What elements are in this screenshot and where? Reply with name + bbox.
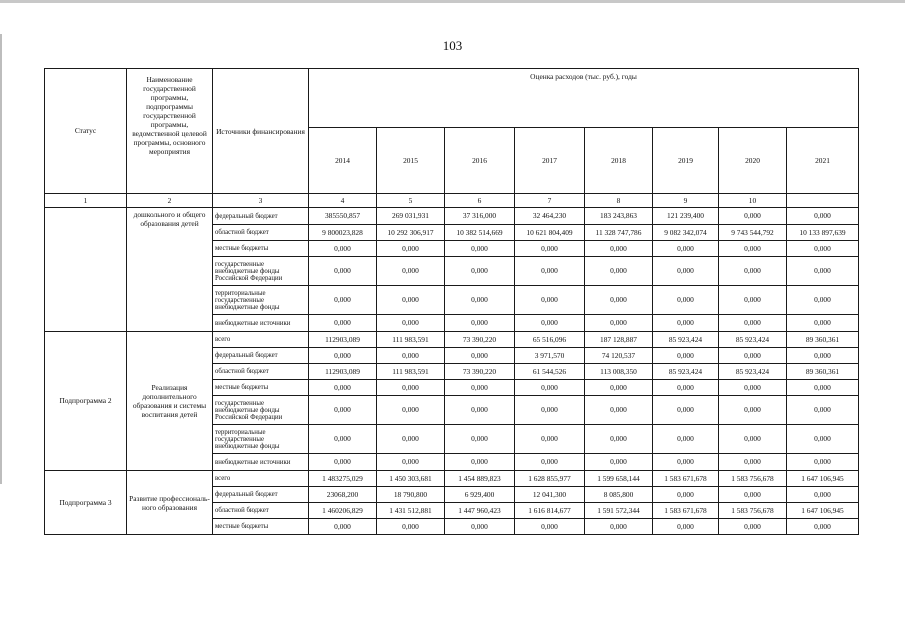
header-row — [45, 69, 859, 128]
value-cell: 183 243,863 — [585, 208, 653, 225]
row-funding-source: всего — [213, 332, 309, 348]
value-cell: 23068,200 — [309, 487, 377, 503]
value-cell: 1 628 855,977 — [515, 471, 585, 487]
column-number: 6 — [445, 194, 515, 208]
row-funding-source: местные бюджеты — [213, 241, 309, 257]
row-funding-source: областной бюджет — [213, 225, 309, 241]
row-status: Подпрограмма 3 — [45, 471, 127, 535]
column-number: 9 — [653, 194, 719, 208]
row-program-name: Развитие профессиональ-ного образования — [127, 471, 213, 535]
scan-edge — [0, 0, 905, 3]
value-cell: 0,000 — [309, 286, 377, 315]
value-cell: 6 929,400 — [445, 487, 515, 503]
value-cell: 74 120,537 — [585, 348, 653, 364]
table-row — [45, 332, 859, 348]
row-funding-source: федеральный бюджет — [213, 348, 309, 364]
value-cell: 0,000 — [309, 348, 377, 364]
value-cell: 0,000 — [515, 257, 585, 286]
value-cell: 65 516,096 — [515, 332, 585, 348]
table-body — [45, 208, 859, 535]
row-funding-source: территориальные государственные внебюджетные фонды — [213, 286, 309, 315]
value-cell: 121 239,400 — [653, 208, 719, 225]
header-status: Статус — [45, 69, 127, 194]
value-cell: 0,000 — [377, 257, 445, 286]
value-cell: 0,000 — [787, 348, 859, 364]
value-cell: 0,000 — [377, 519, 445, 535]
value-cell: 0,000 — [377, 286, 445, 315]
value-cell: 0,000 — [787, 454, 859, 471]
value-cell: 0,000 — [719, 348, 787, 364]
value-cell: 0,000 — [445, 241, 515, 257]
value-cell: 0,000 — [653, 519, 719, 535]
value-cell: 3 971,570 — [515, 348, 585, 364]
value-cell: 0,000 — [719, 487, 787, 503]
value-cell: 0,000 — [719, 257, 787, 286]
row-funding-source: областной бюджет — [213, 364, 309, 380]
row-program-name: дошкольного и общего образования детей — [127, 208, 213, 332]
budget-table — [44, 68, 859, 535]
value-cell: 0,000 — [585, 315, 653, 332]
value-cell: 1 454 889,823 — [445, 471, 515, 487]
value-cell: 18 790,800 — [377, 487, 445, 503]
value-cell: 0,000 — [309, 425, 377, 454]
value-cell: 0,000 — [653, 348, 719, 364]
column-number — [787, 194, 859, 208]
value-cell: 0,000 — [653, 380, 719, 396]
column-number: 7 — [515, 194, 585, 208]
year-cell: 2015 — [377, 128, 445, 194]
value-cell: 112903,089 — [309, 364, 377, 380]
value-cell: 0,000 — [653, 425, 719, 454]
value-cell: 112903,089 — [309, 332, 377, 348]
column-number: 4 — [309, 194, 377, 208]
value-cell: 113 008,350 — [585, 364, 653, 380]
year-cell: 2017 — [515, 128, 585, 194]
year-cell: 2021 — [787, 128, 859, 194]
value-cell: 0,000 — [377, 315, 445, 332]
row-funding-source: федеральный бюджет — [213, 487, 309, 503]
value-cell: 32 464,230 — [515, 208, 585, 225]
value-cell: 37 316,000 — [445, 208, 515, 225]
value-cell: 0,000 — [585, 241, 653, 257]
value-cell: 0,000 — [787, 396, 859, 425]
value-cell: 1 583 756,678 — [719, 471, 787, 487]
value-cell: 0,000 — [377, 241, 445, 257]
value-cell: 0,000 — [377, 454, 445, 471]
value-cell: 0,000 — [653, 286, 719, 315]
column-number: 8 — [585, 194, 653, 208]
value-cell: 0,000 — [515, 425, 585, 454]
value-cell: 0,000 — [445, 315, 515, 332]
value-cell: 9 800023,828 — [309, 225, 377, 241]
value-cell: 0,000 — [719, 519, 787, 535]
value-cell: 0,000 — [309, 519, 377, 535]
value-cell: 0,000 — [719, 380, 787, 396]
value-cell: 1 483275,029 — [309, 471, 377, 487]
value-cell: 0,000 — [719, 241, 787, 257]
column-number: 3 — [213, 194, 309, 208]
value-cell: 61 544,526 — [515, 364, 585, 380]
value-cell: 89 360,361 — [787, 332, 859, 348]
value-cell: 1 583 671,678 — [653, 503, 719, 519]
value-cell: 0,000 — [309, 454, 377, 471]
column-number: 1 — [45, 194, 127, 208]
value-cell: 0,000 — [515, 241, 585, 257]
value-cell: 111 983,591 — [377, 364, 445, 380]
value-cell: 10 382 514,669 — [445, 225, 515, 241]
value-cell: 0,000 — [515, 315, 585, 332]
value-cell: 1 616 814,677 — [515, 503, 585, 519]
value-cell: 0,000 — [585, 380, 653, 396]
value-cell: 1 447 960,423 — [445, 503, 515, 519]
value-cell: 0,000 — [309, 241, 377, 257]
value-cell: 0,000 — [377, 380, 445, 396]
row-funding-source: местные бюджеты — [213, 380, 309, 396]
row-program-name: Реализация дополнительного образования и системы воспитания детей — [127, 332, 213, 471]
value-cell: 0,000 — [377, 425, 445, 454]
value-cell: 385550,857 — [309, 208, 377, 225]
column-number: 5 — [377, 194, 445, 208]
value-cell: 0,000 — [787, 241, 859, 257]
value-cell: 0,000 — [585, 519, 653, 535]
value-cell: 1 599 658,144 — [585, 471, 653, 487]
value-cell: 0,000 — [445, 519, 515, 535]
value-cell: 0,000 — [653, 487, 719, 503]
table-row — [45, 208, 859, 225]
value-cell: 0,000 — [309, 380, 377, 396]
value-cell: 1 460206,829 — [309, 503, 377, 519]
value-cell: 0,000 — [445, 396, 515, 425]
value-cell: 85 923,424 — [719, 332, 787, 348]
value-cell: 9 743 544,792 — [719, 225, 787, 241]
row-funding-source: всего — [213, 471, 309, 487]
value-cell: 0,000 — [445, 454, 515, 471]
value-cell: 0,000 — [585, 396, 653, 425]
value-cell: 0,000 — [445, 286, 515, 315]
value-cell: 0,000 — [585, 257, 653, 286]
year-cell: 2019 — [653, 128, 719, 194]
value-cell: 0,000 — [653, 396, 719, 425]
year-cell: 2018 — [585, 128, 653, 194]
value-cell: 0,000 — [787, 487, 859, 503]
value-cell: 0,000 — [445, 348, 515, 364]
value-cell: 0,000 — [787, 208, 859, 225]
year-cell: 2016 — [445, 128, 515, 194]
row-funding-source: территориальные государственные внебюджетные фонды — [213, 425, 309, 454]
row-funding-source: областной бюджет — [213, 503, 309, 519]
value-cell: 0,000 — [309, 315, 377, 332]
value-cell: 1 647 106,945 — [787, 503, 859, 519]
value-cell: 0,000 — [653, 257, 719, 286]
row-funding-source: государственные внебюджетные фонды Российской Федерации — [213, 396, 309, 425]
row-funding-source: местные бюджеты — [213, 519, 309, 535]
column-number-row — [45, 194, 859, 208]
value-cell: 12 041,300 — [515, 487, 585, 503]
value-cell: 0,000 — [515, 396, 585, 425]
value-cell: 1 591 572,344 — [585, 503, 653, 519]
value-cell: 111 983,591 — [377, 332, 445, 348]
value-cell: 73 390,220 — [445, 332, 515, 348]
value-cell: 0,000 — [719, 396, 787, 425]
row-status: Подпрограмма 2 — [45, 332, 127, 471]
value-cell: 0,000 — [445, 425, 515, 454]
value-cell: 0,000 — [787, 315, 859, 332]
value-cell: 73 390,220 — [445, 364, 515, 380]
column-number: 2 — [127, 194, 213, 208]
scan-margin-mark — [0, 34, 2, 484]
value-cell: 0,000 — [377, 348, 445, 364]
year-cell: 2014 — [309, 128, 377, 194]
value-cell: 0,000 — [585, 286, 653, 315]
value-cell: 1 583 671,678 — [653, 471, 719, 487]
value-cell: 85 923,424 — [653, 364, 719, 380]
value-cell: 0,000 — [515, 286, 585, 315]
value-cell: 10 621 804,409 — [515, 225, 585, 241]
value-cell: 8 085,800 — [585, 487, 653, 503]
value-cell: 187 128,887 — [585, 332, 653, 348]
value-cell: 85 923,424 — [719, 364, 787, 380]
value-cell: 89 360,361 — [787, 364, 859, 380]
year-cell: 2020 — [719, 128, 787, 194]
value-cell: 0,000 — [787, 519, 859, 535]
value-cell: 0,000 — [653, 315, 719, 332]
value-cell: 1 647 106,945 — [787, 471, 859, 487]
value-cell: 0,000 — [445, 380, 515, 396]
value-cell: 1 450 303,681 — [377, 471, 445, 487]
value-cell: 0,000 — [719, 315, 787, 332]
value-cell: 1 583 756,678 — [719, 503, 787, 519]
value-cell: 0,000 — [515, 519, 585, 535]
value-cell: 0,000 — [787, 257, 859, 286]
value-cell: 0,000 — [719, 208, 787, 225]
row-funding-source: федеральный бюджет — [213, 208, 309, 225]
row-funding-source: внебюджетные источники — [213, 454, 309, 471]
value-cell: 10 133 897,639 — [787, 225, 859, 241]
column-number: 10 — [719, 194, 787, 208]
value-cell: 0,000 — [515, 380, 585, 396]
value-cell: 0,000 — [719, 454, 787, 471]
value-cell: 0,000 — [653, 454, 719, 471]
header-funding-source: Источники финансирования — [213, 69, 309, 194]
row-funding-source: государственные внебюджетные фонды Российской Федерации — [213, 257, 309, 286]
value-cell: 0,000 — [309, 257, 377, 286]
row-funding-source: внебюджетные источники — [213, 315, 309, 332]
header-program-name: Наименование государственной программы, подпрограммы государственной программы, ведомственной целевой программы, основного мероприятия — [127, 69, 213, 194]
value-cell: 0,000 — [515, 454, 585, 471]
value-cell: 269 031,931 — [377, 208, 445, 225]
value-cell: 0,000 — [719, 286, 787, 315]
value-cell: 11 328 747,786 — [585, 225, 653, 241]
value-cell: 0,000 — [445, 257, 515, 286]
table-row — [45, 471, 859, 487]
value-cell: 0,000 — [719, 425, 787, 454]
value-cell: 85 923,424 — [653, 332, 719, 348]
value-cell: 0,000 — [787, 286, 859, 315]
value-cell: 0,000 — [377, 396, 445, 425]
value-cell: 0,000 — [585, 425, 653, 454]
value-cell: 0,000 — [787, 425, 859, 454]
value-cell: 0,000 — [585, 454, 653, 471]
value-cell: 0,000 — [309, 396, 377, 425]
value-cell: 9 082 342,074 — [653, 225, 719, 241]
page-number: 103 — [442, 38, 463, 53]
value-cell: 0,000 — [653, 241, 719, 257]
value-cell: 1 431 512,881 — [377, 503, 445, 519]
header-estimate: Оценка расходов (тыс. руб.), годы — [309, 69, 859, 128]
value-cell: 0,000 — [787, 380, 859, 396]
value-cell: 10 292 306,917 — [377, 225, 445, 241]
row-status — [45, 208, 127, 332]
